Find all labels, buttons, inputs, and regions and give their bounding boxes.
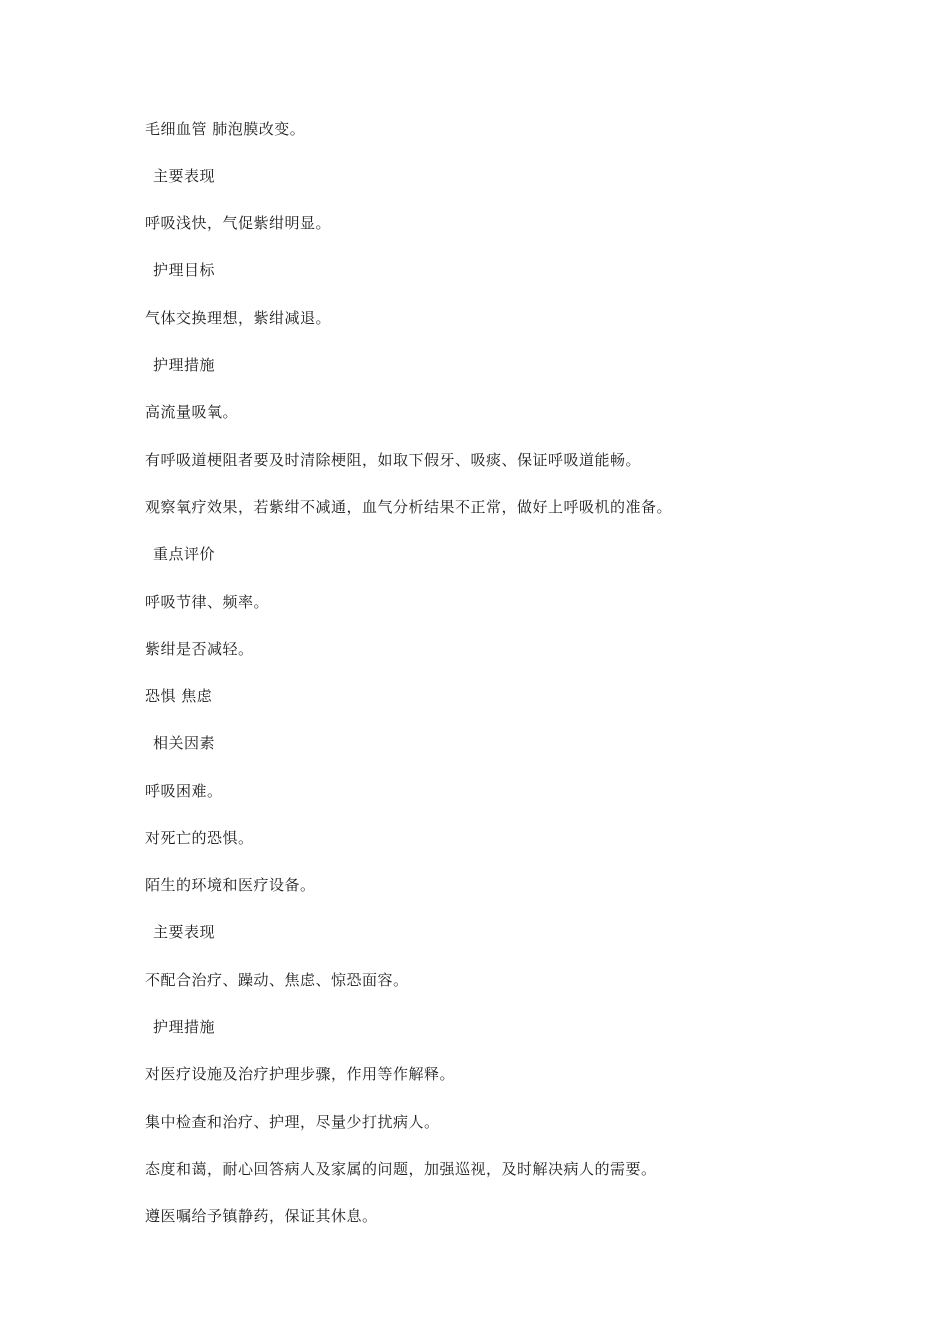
text-line: 集中检查和治疗、护理，尽量少打扰病人。 <box>145 1113 440 1131</box>
section-heading: 主要表现 <box>153 923 216 941</box>
text-line: 恐惧 焦虑 <box>145 687 213 705</box>
text-line: 观察氧疗效果，若紫绀不减通，血气分析结果不正常，做好上呼吸机的准备。 <box>145 498 673 516</box>
text-line: 高流量吸氧。 <box>145 403 239 421</box>
text-line: 毛细血管 肺泡膜改变。 <box>145 120 306 138</box>
text-line: 对医疗设施及治疗护理步骤，作用等作解释。 <box>145 1065 456 1083</box>
text-line: 遵医嘱给予镇静药，保证其休息。 <box>145 1207 378 1225</box>
section-heading: 相关因素 <box>153 734 216 752</box>
section-heading: 护理目标 <box>153 261 216 279</box>
text-line: 态度和蔼，耐心回答病人及家属的问题，加强巡视，及时解决病人的需要。 <box>145 1160 657 1178</box>
section-heading: 护理措施 <box>153 1018 216 1036</box>
text-line: 呼吸困难。 <box>145 782 223 800</box>
text-line: 呼吸浅快，气促紫绀明显。 <box>145 214 332 232</box>
text-line: 呼吸节律、频率。 <box>145 593 270 611</box>
text-line: 不配合治疗、躁动、焦虑、惊恐面容。 <box>145 971 409 989</box>
text-line: 陌生的环境和医疗设备。 <box>145 876 316 894</box>
text-line: 气体交换理想，紫绀减退。 <box>145 309 332 327</box>
text-line: 紫绀是否减轻。 <box>145 640 254 658</box>
text-line: 对死亡的恐惧。 <box>145 829 254 847</box>
section-heading: 护理措施 <box>153 356 216 374</box>
section-heading: 重点评价 <box>153 545 216 563</box>
text-line: 有呼吸道梗阻者要及时清除梗阻，如取下假牙、吸痰、保证呼吸道能畅。 <box>145 451 642 469</box>
section-heading: 主要表现 <box>153 167 216 185</box>
